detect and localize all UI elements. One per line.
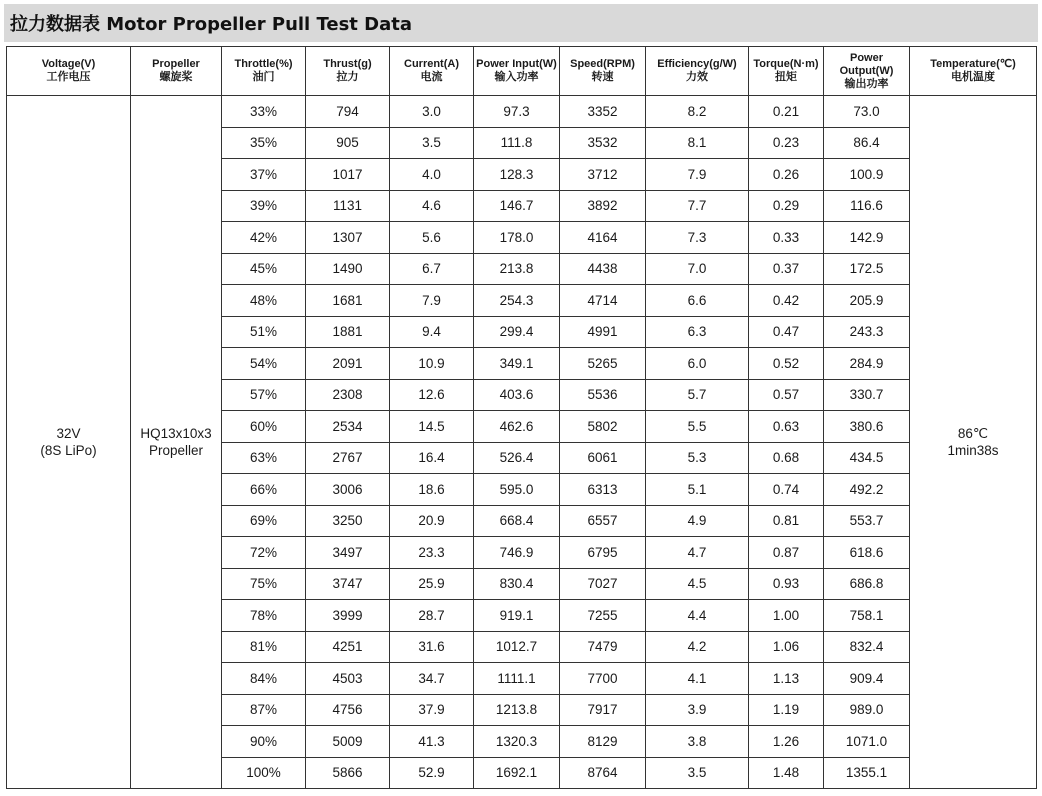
cell-throttle: 54%	[222, 348, 306, 380]
cell-thrust: 5009	[306, 726, 390, 758]
cell-torque: 0.21	[749, 96, 824, 128]
header-sublabel: 转速	[591, 71, 614, 83]
cell-throttle: 69%	[222, 505, 306, 537]
cell-efficiency: 3.5	[646, 757, 749, 789]
cell-efficiency: 5.3	[646, 442, 749, 474]
cell-thrust: 2308	[306, 379, 390, 411]
cell-throttle: 78%	[222, 600, 306, 632]
voltage-note: (8S LiPo)	[40, 443, 97, 458]
cell-efficiency: 6.6	[646, 285, 749, 317]
cell-torque: 0.29	[749, 190, 824, 222]
cell-power-in: 1320.3	[474, 726, 560, 758]
cell-speed: 3712	[560, 159, 646, 191]
cell-power-in: 1213.8	[474, 694, 560, 726]
header-sublabel: 扭矩	[775, 71, 797, 83]
cell-throttle: 39%	[222, 190, 306, 222]
cell-torque: 1.19	[749, 694, 824, 726]
cell-power-in: 919.1	[474, 600, 560, 632]
cell-efficiency: 7.7	[646, 190, 749, 222]
cell-thrust: 2534	[306, 411, 390, 443]
cell-current: 16.4	[390, 442, 474, 474]
cell-torque: 1.13	[749, 663, 824, 695]
header-label: Thrust(g)	[323, 58, 372, 70]
cell-current: 3.0	[390, 96, 474, 128]
cell-torque: 1.06	[749, 631, 824, 663]
header-sublabel: 输入功率	[494, 71, 539, 83]
header-propeller	[131, 47, 222, 96]
table-body	[7, 96, 1037, 789]
cell-power-in: 254.3	[474, 285, 560, 317]
temperature-value: 86℃	[957, 426, 989, 441]
cell-torque: 0.74	[749, 474, 824, 506]
cell-efficiency: 4.1	[646, 663, 749, 695]
cell-torque: 0.42	[749, 285, 824, 317]
header-label: Propeller	[152, 58, 200, 70]
cell-throttle: 37%	[222, 159, 306, 191]
cell-torque: 0.68	[749, 442, 824, 474]
header-sublabel: 螺旋桨	[159, 71, 193, 83]
cell-thrust: 1490	[306, 253, 390, 285]
cell-current: 18.6	[390, 474, 474, 506]
cell-power-out: 1071.0	[824, 726, 910, 758]
cell-thrust: 4756	[306, 694, 390, 726]
cell-speed: 8764	[560, 757, 646, 789]
propeller-model: HQ13x10x3	[140, 426, 212, 441]
header-thrust	[306, 47, 390, 96]
cell-power-in: 830.4	[474, 568, 560, 600]
cell-power-out: 1355.1	[824, 757, 910, 789]
cell-thrust: 3747	[306, 568, 390, 600]
cell-power-out: 86.4	[824, 127, 910, 159]
table-row	[7, 96, 1037, 128]
cell-throttle: 66%	[222, 474, 306, 506]
header-label: Throttle(%)	[234, 58, 293, 70]
cell-power-in: 97.3	[474, 96, 560, 128]
header-sublabel: 电机温度	[951, 71, 995, 83]
cell-current: 12.6	[390, 379, 474, 411]
cell-thrust: 3999	[306, 600, 390, 632]
cell-torque: 0.57	[749, 379, 824, 411]
cell-power-out: 618.6	[824, 537, 910, 569]
cell-torque: 0.63	[749, 411, 824, 443]
cell-torque: 0.93	[749, 568, 824, 600]
header-label: Efficiency(g/W)	[657, 58, 737, 70]
cell-power-out: 832.4	[824, 631, 910, 663]
cell-power-in: 299.4	[474, 316, 560, 348]
cell-current: 10.9	[390, 348, 474, 380]
cell-power-out: 243.3	[824, 316, 910, 348]
cell-efficiency: 4.7	[646, 537, 749, 569]
cell-power-in: 1111.1	[474, 663, 560, 695]
propeller-cell	[131, 96, 222, 789]
cell-power-out: 172.5	[824, 253, 910, 285]
cell-throttle: 57%	[222, 379, 306, 411]
cell-efficiency: 4.5	[646, 568, 749, 600]
cell-speed: 3352	[560, 96, 646, 128]
cell-throttle: 84%	[222, 663, 306, 695]
header-label: Current(A)	[404, 58, 459, 70]
cell-power-out: 380.6	[824, 411, 910, 443]
header-row	[7, 47, 1037, 96]
cell-current: 34.7	[390, 663, 474, 695]
cell-efficiency: 6.3	[646, 316, 749, 348]
cell-thrust: 1307	[306, 222, 390, 254]
cell-current: 6.7	[390, 253, 474, 285]
cell-throttle: 45%	[222, 253, 306, 285]
header-sublabel: 油门	[252, 71, 275, 83]
cell-throttle: 63%	[222, 442, 306, 474]
header-label: Voltage(V)	[41, 58, 96, 70]
cell-speed: 4991	[560, 316, 646, 348]
header-current	[390, 47, 474, 96]
header-power-input	[474, 47, 560, 96]
cell-current: 37.9	[390, 694, 474, 726]
cell-torque: 1.00	[749, 600, 824, 632]
cell-power-in: 213.8	[474, 253, 560, 285]
cell-current: 4.6	[390, 190, 474, 222]
temperature-duration: 1min38s	[947, 443, 999, 458]
cell-power-out: 434.5	[824, 442, 910, 474]
voltage-value: 32V	[56, 426, 81, 441]
cell-efficiency: 8.1	[646, 127, 749, 159]
header-sublabel: 力效	[686, 71, 708, 83]
cell-throttle: 60%	[222, 411, 306, 443]
cell-power-out: 100.9	[824, 159, 910, 191]
cell-current: 14.5	[390, 411, 474, 443]
cell-power-out: 758.1	[824, 600, 910, 632]
cell-efficiency: 4.9	[646, 505, 749, 537]
cell-speed: 3892	[560, 190, 646, 222]
header-sublabel: 输出功率	[844, 77, 889, 90]
cell-current: 41.3	[390, 726, 474, 758]
cell-torque: 0.33	[749, 222, 824, 254]
cell-power-in: 595.0	[474, 474, 560, 506]
cell-thrust: 1017	[306, 159, 390, 191]
cell-efficiency: 4.2	[646, 631, 749, 663]
cell-current: 3.5	[390, 127, 474, 159]
cell-throttle: 33%	[222, 96, 306, 128]
cell-efficiency: 5.7	[646, 379, 749, 411]
cell-power-in: 178.0	[474, 222, 560, 254]
cell-current: 31.6	[390, 631, 474, 663]
header-throttle	[222, 47, 306, 96]
cell-speed: 4164	[560, 222, 646, 254]
cell-speed: 6061	[560, 442, 646, 474]
header-label: Power Output(W)	[839, 51, 894, 77]
cell-current: 5.6	[390, 222, 474, 254]
cell-thrust: 3250	[306, 505, 390, 537]
cell-power-out: 989.0	[824, 694, 910, 726]
cell-speed: 5802	[560, 411, 646, 443]
cell-power-in: 668.4	[474, 505, 560, 537]
cell-speed: 5265	[560, 348, 646, 380]
cell-current: 20.9	[390, 505, 474, 537]
header-label: Speed(RPM)	[570, 58, 635, 70]
cell-current: 9.4	[390, 316, 474, 348]
cell-power-in: 526.4	[474, 442, 560, 474]
cell-speed: 3532	[560, 127, 646, 159]
header-speed	[560, 47, 646, 96]
cell-efficiency: 3.8	[646, 726, 749, 758]
cell-efficiency: 5.1	[646, 474, 749, 506]
cell-power-out: 686.8	[824, 568, 910, 600]
cell-power-out: 116.6	[824, 190, 910, 222]
document-title: 拉力数据表 Motor Propeller Pull Test Data	[4, 4, 1038, 42]
cell-current: 28.7	[390, 600, 474, 632]
cell-torque: 1.48	[749, 757, 824, 789]
cell-speed: 7027	[560, 568, 646, 600]
cell-throttle: 35%	[222, 127, 306, 159]
cell-efficiency: 7.9	[646, 159, 749, 191]
cell-thrust: 5866	[306, 757, 390, 789]
cell-thrust: 1681	[306, 285, 390, 317]
cell-throttle: 75%	[222, 568, 306, 600]
cell-power-in: 746.9	[474, 537, 560, 569]
cell-power-in: 146.7	[474, 190, 560, 222]
header-label: Torque(N·m)	[753, 58, 819, 70]
header-voltage	[7, 47, 131, 96]
cell-current: 7.9	[390, 285, 474, 317]
cell-throttle: 81%	[222, 631, 306, 663]
cell-speed: 6795	[560, 537, 646, 569]
cell-throttle: 90%	[222, 726, 306, 758]
cell-power-out: 284.9	[824, 348, 910, 380]
cell-thrust: 3006	[306, 474, 390, 506]
header-efficiency	[646, 47, 749, 96]
header-temperature	[910, 47, 1037, 96]
cell-torque: 1.26	[749, 726, 824, 758]
header-sublabel: 电流	[420, 71, 443, 83]
cell-power-in: 1692.1	[474, 757, 560, 789]
temperature-cell	[910, 96, 1037, 789]
cell-current: 23.3	[390, 537, 474, 569]
cell-speed: 7255	[560, 600, 646, 632]
cell-efficiency: 7.3	[646, 222, 749, 254]
cell-power-out: 330.7	[824, 379, 910, 411]
cell-torque: 0.47	[749, 316, 824, 348]
header-sublabel: 工作电压	[46, 71, 91, 83]
cell-power-out: 492.2	[824, 474, 910, 506]
cell-speed: 6557	[560, 505, 646, 537]
cell-throttle: 42%	[222, 222, 306, 254]
cell-power-in: 349.1	[474, 348, 560, 380]
header-torque	[749, 47, 824, 96]
cell-thrust: 794	[306, 96, 390, 128]
header-label: Power Input(W)	[476, 58, 557, 70]
cell-thrust: 4503	[306, 663, 390, 695]
cell-power-out: 553.7	[824, 505, 910, 537]
cell-throttle: 51%	[222, 316, 306, 348]
cell-power-out: 142.9	[824, 222, 910, 254]
cell-torque: 0.26	[749, 159, 824, 191]
cell-efficiency: 6.0	[646, 348, 749, 380]
cell-throttle: 48%	[222, 285, 306, 317]
cell-throttle: 72%	[222, 537, 306, 569]
cell-speed: 7917	[560, 694, 646, 726]
cell-throttle: 87%	[222, 694, 306, 726]
cell-speed: 7479	[560, 631, 646, 663]
cell-torque: 0.81	[749, 505, 824, 537]
cell-speed: 7700	[560, 663, 646, 695]
cell-thrust: 1131	[306, 190, 390, 222]
cell-throttle: 100%	[222, 757, 306, 789]
cell-torque: 0.52	[749, 348, 824, 380]
cell-power-in: 128.3	[474, 159, 560, 191]
cell-speed: 5536	[560, 379, 646, 411]
cell-power-out: 73.0	[824, 96, 910, 128]
cell-current: 4.0	[390, 159, 474, 191]
cell-thrust: 1881	[306, 316, 390, 348]
cell-power-in: 403.6	[474, 379, 560, 411]
cell-current: 52.9	[390, 757, 474, 789]
pull-test-table	[6, 46, 1037, 789]
cell-power-in: 1012.7	[474, 631, 560, 663]
header-sublabel: 拉力	[336, 71, 359, 83]
cell-thrust: 2091	[306, 348, 390, 380]
cell-efficiency: 8.2	[646, 96, 749, 128]
propeller-type: Propeller	[148, 443, 204, 458]
cell-power-in: 111.8	[474, 127, 560, 159]
cell-speed: 4714	[560, 285, 646, 317]
cell-speed: 6313	[560, 474, 646, 506]
cell-thrust: 4251	[306, 631, 390, 663]
cell-torque: 0.23	[749, 127, 824, 159]
cell-thrust: 3497	[306, 537, 390, 569]
cell-efficiency: 5.5	[646, 411, 749, 443]
cell-current: 25.9	[390, 568, 474, 600]
cell-power-in: 462.6	[474, 411, 560, 443]
cell-torque: 0.37	[749, 253, 824, 285]
cell-efficiency: 4.4	[646, 600, 749, 632]
cell-power-out: 205.9	[824, 285, 910, 317]
cell-speed: 4438	[560, 253, 646, 285]
header-power-output	[824, 47, 910, 96]
cell-speed: 8129	[560, 726, 646, 758]
cell-thrust: 905	[306, 127, 390, 159]
cell-efficiency: 7.0	[646, 253, 749, 285]
cell-thrust: 2767	[306, 442, 390, 474]
voltage-cell	[7, 96, 131, 789]
header-label: Temperature(℃)	[930, 58, 1016, 70]
cell-torque: 0.87	[749, 537, 824, 569]
cell-efficiency: 3.9	[646, 694, 749, 726]
cell-power-out: 909.4	[824, 663, 910, 695]
